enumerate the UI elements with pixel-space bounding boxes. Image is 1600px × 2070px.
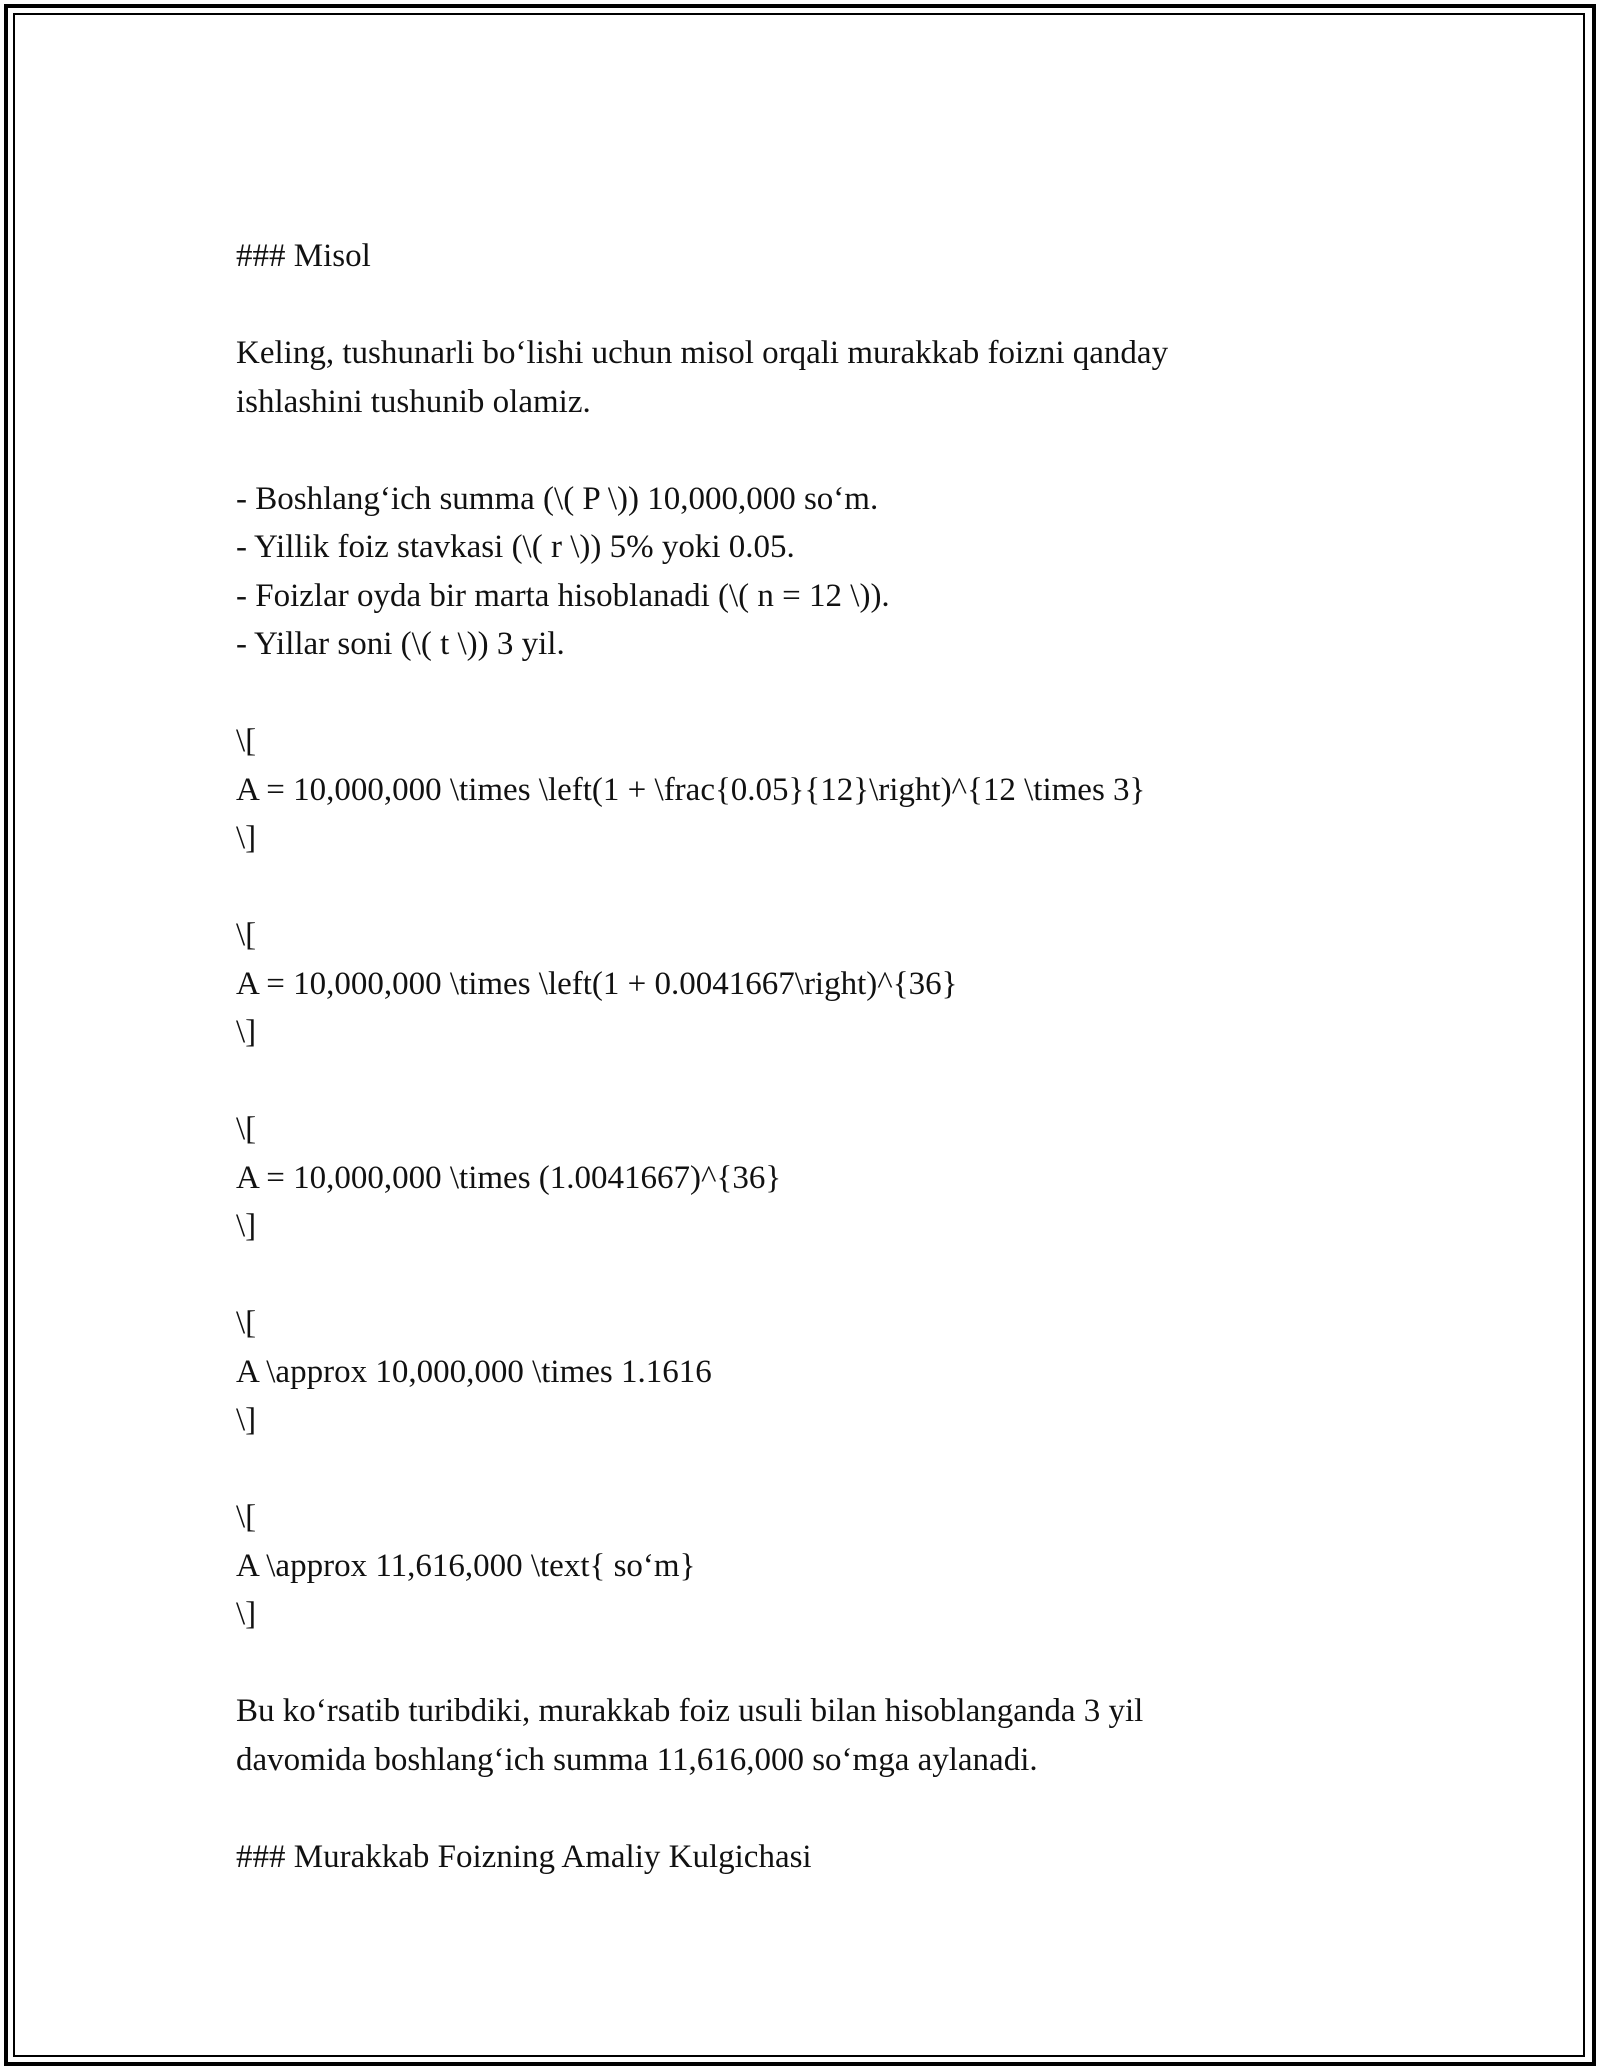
blank-line bbox=[236, 1057, 1396, 1106]
intro-line-2: ishlashini tushunib olamiz. bbox=[236, 383, 591, 420]
equation-3-open: \[ bbox=[236, 1111, 257, 1147]
equation-1-open: \[ bbox=[236, 723, 257, 759]
bullet-principal: - Boshlang‘ich summa (\( P \)) 10,000,000 so‘m. bbox=[236, 480, 879, 517]
section-heading-kulgichasi: ### Murakkab Foizning Amaliy Kulgichasi bbox=[236, 1838, 812, 1875]
conclusion-line-1: Bu ko‘rsatib turibdiki, murakkab foiz usuli bilan hisoblanganda 3 yil bbox=[236, 1693, 1144, 1729]
equation-4-close: \] bbox=[236, 1402, 257, 1438]
equation-3-body: A = 10,000,000 \times (1.0041667)^{36} bbox=[236, 1159, 782, 1196]
bullet-compounding: - Foizlar oyda bir marta hisoblanadi (\( n = 12 \)). bbox=[236, 577, 890, 614]
section-heading-misol: ### Misol bbox=[236, 238, 371, 274]
equation-2-body: A = 10,000,000 \times \left(1 + 0.0041667\right)^{36} bbox=[236, 965, 958, 1002]
blank-line bbox=[236, 863, 1396, 912]
equation-4-body: A \approx 10,000,000 \times 1.1616 bbox=[236, 1353, 712, 1390]
intro-line-1: Keling, tushunarli bo‘lishi uchun misol orqali murakkab foizni qanday bbox=[236, 335, 1169, 371]
blank-line bbox=[236, 1784, 1396, 1833]
blank-line bbox=[236, 281, 1396, 330]
blank-line bbox=[236, 1251, 1396, 1300]
equation-2-open: \[ bbox=[236, 917, 257, 953]
document-page bbox=[236, 232, 1396, 1881]
conclusion-line-2: davomida boshlang‘ich summa 11,616,000 so‘mga aylanadi. bbox=[236, 1741, 1038, 1778]
blank-line bbox=[236, 426, 1396, 475]
blank-line bbox=[236, 669, 1396, 718]
equation-5-close: \] bbox=[236, 1596, 257, 1632]
equation-1-close: \] bbox=[236, 820, 257, 856]
equation-5-open: \[ bbox=[236, 1499, 257, 1535]
blank-line bbox=[236, 1639, 1396, 1688]
blank-line bbox=[236, 1445, 1396, 1494]
equation-4-open: \[ bbox=[236, 1305, 257, 1341]
equation-3-close: \] bbox=[236, 1208, 257, 1244]
equation-1-body: A = 10,000,000 \times \left(1 + \frac{0.05}{12}\right)^{12 \times 3} bbox=[236, 771, 1146, 808]
equation-2-close: \] bbox=[236, 1014, 257, 1050]
bullet-rate: - Yillik foiz stavkasi (\( r \)) 5% yoki 0.05. bbox=[236, 529, 795, 565]
bullet-years: - Yillar soni (\( t \)) 3 yil. bbox=[236, 626, 565, 662]
equation-5-body: A \approx 11,616,000 \text{ so‘m} bbox=[236, 1547, 696, 1584]
